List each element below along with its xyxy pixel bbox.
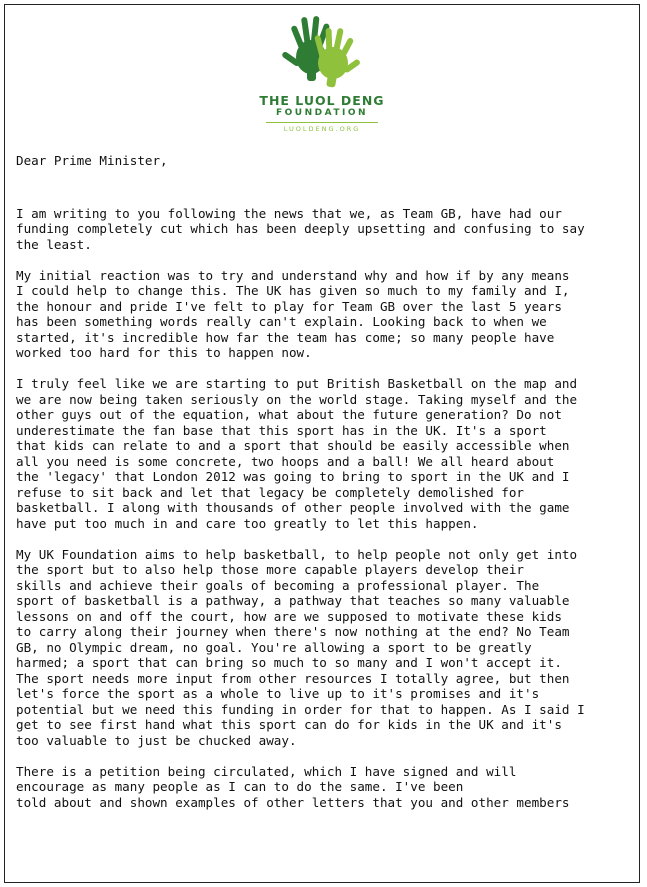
foundation-logo bbox=[5, 11, 639, 133]
paragraph-5: There is a petition being circulated, which I have signed and will encourage as many people as I can to do the same. I've been told about and shown examples of other letters that you and other members bbox=[16, 763, 570, 810]
logo-subtitle: FOUNDATION bbox=[275, 108, 369, 118]
hands-logo-icon bbox=[277, 11, 367, 91]
salutation: Dear Prime Minister, bbox=[16, 153, 168, 168]
letter-body bbox=[16, 153, 636, 826]
paragraph-1: I am writing to you following the news that we, as Team GB, have had our funding completely cut which has been deeply upsetting and confusing to say the least. bbox=[16, 205, 585, 252]
logo-divider bbox=[266, 122, 378, 123]
logo-title: THE LUOL DENG bbox=[259, 93, 385, 108]
letter-page bbox=[4, 4, 640, 883]
paragraph-3: I truly feel like we are starting to put British Basketball on the map and we are now being taken seriously on the world stage. Taking myself and the other guys out of the equation, what about the future generation? Do not underestimate the fan base that this sport has in the UK. It's a sport that kids can relate to and a sport that should be easily accessible when all you need is some concrete, two hoops and a ball! We all heard about the 'legacy' that London 2012 was going to bring to sport in the UK and I refuse to sit back and let that legacy be completely demolished for basketball. I along with thousands of other people involved with the game have put too much in and care too greatly to let this happen. bbox=[16, 376, 578, 531]
paragraph-4: My UK Foundation aims to help basketball, to help people not only get into the sport but to also help those more capable players develop their skills and achieve their goals of becoming a professional player. The sport of basketball is a pathway, a pathway that teaches so many valuable lessons on and off the court, how are we supposed to motivate these kids to carry along their journey when there's now nothing at the end? No Team GB, no Olympic dream, no goal. You're allowing a sport to be greatly harmed; a sport that can bring so much to so many and I won't accept it. The sport needs more input from other resources I totally agree, but then let's force the sport as a whole to live up to it's promises and it's potential but we need this funding in order for that to happen. As I said I get to see first hand what this sport can do for kids in the UK and it's too valuable to just be chucked away. bbox=[16, 546, 585, 748]
logo-url: LUOLDENG.ORG bbox=[283, 125, 361, 133]
paragraph-2: My initial reaction was to try and understand why and how if by any means I could help to change this. The UK has given so much to my family and I, the honour and pride I've felt to play for Team GB over the last 5 years has been something words really can't explain. Looking back to when we started, it's incredible how far the team has come; so many people have worked too hard for this to happen now. bbox=[16, 267, 570, 360]
